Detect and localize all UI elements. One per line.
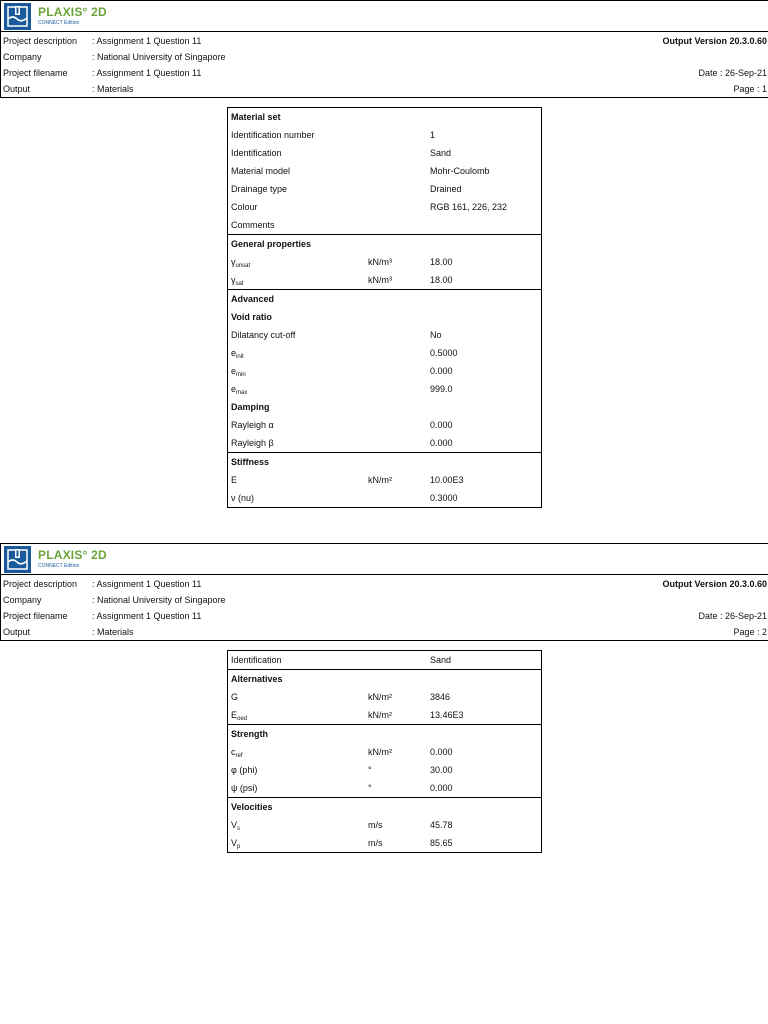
table-row: [228, 834, 541, 852]
table-row: [228, 688, 541, 706]
table-row: [228, 253, 541, 271]
dilatancy-value: No: [430, 330, 442, 340]
logo-edition: CONNECT Edition: [38, 20, 80, 26]
velocities-heading: Velocities: [231, 802, 273, 812]
company-value: : National University of Singapore: [92, 595, 226, 605]
identification-number-value: 1: [430, 130, 436, 140]
project-description-value: : Assignment 1 Question 11: [92, 36, 202, 46]
alternatives-section: [228, 670, 541, 725]
date-text: Date : 26-Sep-21: [698, 68, 767, 78]
colour-label: Colour: [231, 202, 258, 212]
vs-label: $V_s$: [231, 820, 241, 832]
vs-unit: m/s: [368, 820, 383, 830]
drainage-type-value: Drained: [430, 184, 462, 194]
project-description-label: Project description: [3, 579, 78, 589]
table-row: [228, 416, 541, 434]
identification-label: Identification: [231, 148, 282, 158]
c-ref-label: $c_{ref}$: [231, 747, 243, 759]
output-version: Output Version 20.3.0.60: [662, 36, 767, 46]
gamma-sat-unit: kN/m³: [368, 275, 392, 285]
psi-unit: °: [368, 783, 372, 793]
e-oed-unit: kN/m²: [368, 710, 392, 720]
alternatives-heading: Alternatives: [231, 674, 283, 684]
header-info-box: [0, 575, 768, 641]
dilatancy-label: Dilatancy cut-off: [231, 330, 296, 340]
damping-heading: Damping: [231, 402, 270, 412]
logo-bar: [0, 0, 768, 32]
phi-value: 30.00: [430, 765, 453, 775]
g-value: 3846: [430, 692, 451, 702]
c-ref-unit: kN/m²: [368, 747, 392, 757]
logo-bar: [0, 543, 768, 575]
project-filename-label: Project filename: [3, 68, 68, 78]
strength-section: [228, 725, 541, 798]
project-description-label: Project description: [3, 36, 78, 46]
gamma-unsat-value: 18.00: [430, 257, 453, 267]
output-version: Output Version 20.3.0.60: [662, 579, 767, 589]
project-description-value: : Assignment 1 Question 11: [92, 579, 202, 589]
g-label: G: [231, 692, 239, 702]
g-unit: kN/m²: [368, 692, 392, 702]
logo-name: PLAXIS° 2D: [38, 548, 107, 562]
e-oed-value: 13.46E3: [430, 710, 464, 720]
drainage-type-label: Drainage type: [231, 184, 288, 194]
output-label: Output: [3, 627, 31, 637]
advanced-section: [228, 290, 541, 453]
nu-label: ν (nu): [231, 493, 255, 503]
table-row: [228, 489, 541, 507]
void-ratio-heading: Void ratio: [231, 312, 272, 322]
table-row: [228, 380, 541, 398]
table-row: [228, 216, 541, 234]
output-label: Output: [3, 84, 31, 94]
table-row: [228, 126, 541, 144]
advanced-heading: Advanced: [231, 294, 275, 304]
gamma-sat-value: 18.00: [430, 275, 453, 285]
stiffness-heading: Stiffness: [231, 457, 270, 467]
identification-value: Sand: [430, 148, 452, 158]
table-row: [228, 706, 541, 724]
rayleigh-alpha-label: Rayleigh α: [231, 420, 274, 430]
header-info-box: [0, 32, 768, 98]
table-row: [228, 180, 541, 198]
table-row: [228, 326, 541, 344]
e-modulus-label: E: [231, 475, 238, 485]
strength-heading: Strength: [231, 729, 268, 739]
gamma-unsat-label: $\gamma_{unsat}$: [231, 257, 251, 269]
vp-label: $V_p$: [231, 838, 241, 850]
vp-value: 85.65: [430, 838, 453, 848]
identification-section: [228, 651, 541, 670]
table-row: [228, 743, 541, 761]
vp-unit: m/s: [368, 838, 383, 848]
logo-edition: CONNECT Edition: [38, 563, 80, 569]
page-number: Page : 1: [733, 84, 767, 94]
material-set-section: [228, 108, 541, 235]
velocities-section: [228, 798, 541, 852]
phi-unit: °: [368, 765, 372, 775]
rayleigh-beta-value: 0.000: [430, 438, 453, 448]
output-value: : Materials: [92, 84, 134, 94]
page-number: Page : 2: [733, 627, 767, 637]
gamma-sat-label: $\gamma_{sat}$: [231, 275, 244, 287]
e-min-label: $e_{min}$: [231, 366, 246, 378]
plaxis-logo-icon: [4, 546, 31, 573]
psi-value: 0.000: [430, 783, 453, 793]
rayleigh-alpha-value: 0.000: [430, 420, 453, 430]
table-row: [228, 344, 541, 362]
table-row: [228, 651, 541, 669]
company-label: Company: [3, 595, 42, 605]
comments-label: Comments: [231, 220, 275, 230]
e-modulus-unit: kN/m²: [368, 475, 392, 485]
stiffness-section: [228, 453, 541, 507]
project-filename-value: : Assignment 1 Question 11: [92, 611, 202, 621]
c-ref-value: 0.000: [430, 747, 453, 757]
identification-number-label: Identification number: [231, 130, 315, 140]
project-filename-value: : Assignment 1 Question 11: [92, 68, 202, 78]
table-row: [228, 779, 541, 797]
rayleigh-beta-label: Rayleigh β: [231, 438, 274, 448]
material-table: [227, 650, 542, 853]
table-row: [228, 271, 541, 289]
e-max-value: 999.0: [430, 384, 453, 394]
table-row: [228, 362, 541, 380]
e-init-label: $e_{init}$: [231, 348, 244, 360]
table-row: [228, 434, 541, 452]
psi-label: ψ (psi): [231, 783, 258, 793]
table-row: [228, 144, 541, 162]
identification-label: Identification: [231, 655, 282, 665]
project-filename-label: Project filename: [3, 611, 68, 621]
phi-label: φ (phi): [231, 765, 258, 775]
material-model-label: Material model: [231, 166, 291, 176]
material-set-heading: Material set: [231, 112, 281, 122]
output-value: : Materials: [92, 627, 134, 637]
e-min-value: 0.000: [430, 366, 453, 376]
material-model-value: Mohr-Coulomb: [430, 166, 490, 176]
table-row: [228, 162, 541, 180]
nu-value: 0.3000: [430, 493, 458, 503]
general-properties-heading: General properties: [231, 239, 312, 249]
e-max-label: $e_{max}$: [231, 384, 248, 396]
table-row: [228, 816, 541, 834]
e-init-value: 0.5000: [430, 348, 458, 358]
plaxis-logo-icon: [4, 3, 31, 30]
logo-name: PLAXIS° 2D: [38, 5, 107, 19]
table-row: [228, 471, 541, 489]
e-modulus-value: 10.00E3: [430, 475, 464, 485]
table-row: [228, 761, 541, 779]
vs-value: 45.78: [430, 820, 453, 830]
date-text: Date : 26-Sep-21: [698, 611, 767, 621]
material-table: [227, 107, 542, 508]
identification-value: Sand: [430, 655, 452, 665]
general-properties-section: [228, 235, 541, 290]
colour-value: RGB 161, 226, 232: [430, 202, 508, 212]
table-row: [228, 198, 541, 216]
gamma-unsat-unit: kN/m³: [368, 257, 392, 267]
e-oed-label: $E_{oed}$: [231, 710, 248, 722]
company-label: Company: [3, 52, 42, 62]
company-value: : National University of Singapore: [92, 52, 226, 62]
